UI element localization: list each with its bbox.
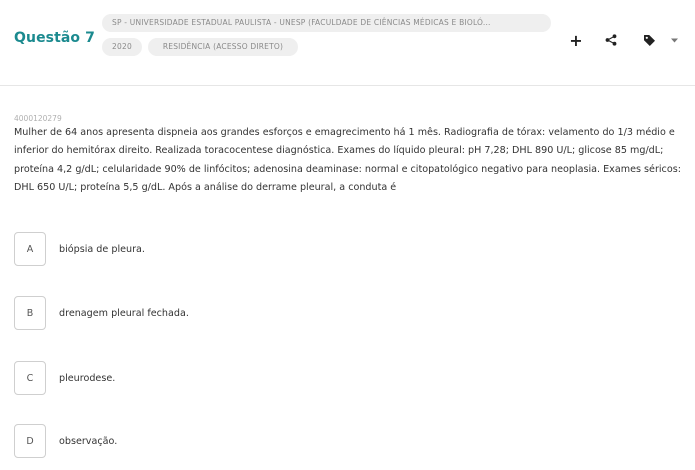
exam-type-chip[interactable]: RESIDÊNCIA (ACESSO DIRETO) [148,38,298,56]
question-stem: Mulher de 64 anos apresenta dispneia aos grandes esforços e emagrecimento há 1 mês. Radiografia de tórax: velamento do 1/3 médio e inferior do hemitórax direito. Realizada toracocentese diagnóstica. Exames do líquido pleural: pH 7,28; DHL 890 U/L; glicose 85 mg/dL; proteína 4,2 g/dL; celularidade 90% de linfócitos; adenosina deaminase: normal e citopatológico negativo para neoplasia. Exames séricos: DHL 650 U/L; proteína 5,5 g/dL. Após a análise do derrame pleural, a conduta é [14,127,681,193]
chevron-down-icon [671,38,678,43]
question-title: Questão 7 [14,30,95,46]
tag-button[interactable] [639,30,659,50]
option-text-c[interactable]: pleurodese. [59,372,116,384]
share-icon [605,34,617,46]
option-b[interactable] [14,296,614,330]
tag-icon [643,34,656,47]
question-id: 4000120279 [14,114,62,123]
option-text-b[interactable]: drenagem pleural fechada. [59,307,189,319]
add-button[interactable] [566,30,586,50]
option-letter-c[interactable]: C [14,361,46,395]
option-letter-b[interactable]: B [14,296,46,330]
option-text-d[interactable]: observação. [59,435,118,447]
option-a[interactable] [14,232,614,266]
option-letter-d[interactable]: D [14,424,46,458]
plus-icon: + [569,30,583,50]
option-d[interactable] [14,424,614,458]
option-text-a[interactable]: biópsia de pleura. [59,243,145,255]
tag-dropdown-button[interactable] [667,30,681,50]
institution-chip[interactable]: SP - UNIVERSIDADE ESTADUAL PAULISTA - UNESP (FACULDADE DE CIÊNCIAS MÉDICAS E BIOLÓ... [102,14,551,32]
share-button[interactable] [601,30,621,50]
question-header [0,0,695,86]
option-letter-a[interactable]: A [14,232,46,266]
year-chip[interactable]: 2020 [102,38,142,56]
option-c[interactable] [14,361,614,395]
